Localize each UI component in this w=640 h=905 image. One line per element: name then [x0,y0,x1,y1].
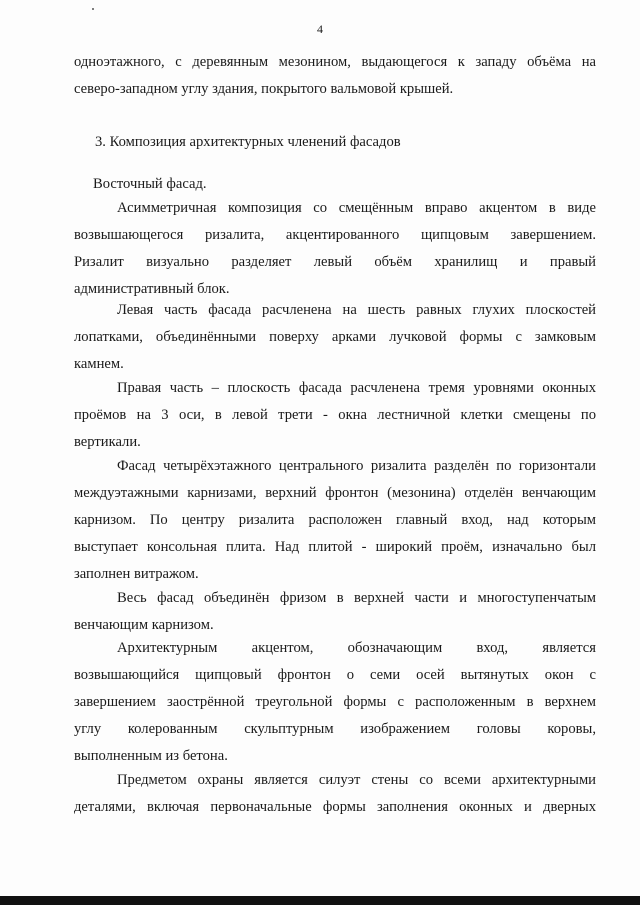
text-line: Ризалит визуально разделяет левый объём хранилищ и правый [74,254,596,270]
section-heading: 3. Композиция архитектурных членений фасадов [95,134,401,150]
text-line: лопатками, объединёнными поверху арками лучковой формы с замковым [74,329,596,345]
text-line: междуэтажными карнизами, верхний фронтон (мезонина) отделён венчающим [74,485,596,501]
text-line: Левая часть фасада расчленена на шесть равных глухих плоскостей [117,302,596,318]
text-line: заполнен витражом. [74,566,199,582]
scan-speck [92,8,94,10]
text-line: деталями, включая первоначальные формы заполнения оконных и дверных [74,799,596,815]
text-line: вертикали. [74,434,141,450]
text-line: возвышающийся щипцовый фронтон о семи осей вытянутых окон с [74,667,596,683]
text-line: углу колерованным скульптурным изображением головы коровы, [74,721,596,737]
text-line: карнизом. По центру ризалита расположен главный вход, над которым [74,512,596,528]
subsection-heading: Восточный фасад. [93,176,207,192]
text-line: административный блок. [74,281,230,297]
page-number: 4 [317,22,323,36]
text-line: Правая часть – плоскость фасада расчленена тремя уровнями оконных [117,380,596,396]
text-line: Весь фасад объединён фризом в верхней части и многоступенчатым [117,590,596,606]
text-line: венчающим карнизом. [74,617,214,633]
text-line: Предметом охраны является силуэт стены со всеми архитектурными [117,772,596,788]
text-line: проёмов на 3 оси, в левой трети - окна лестничной клетки смещены по [74,407,596,423]
text-line: Фасад четырёхэтажного центрального ризалита разделён по горизонтали [117,458,596,474]
text-line: выступает консольная плита. Над плитой - широкий проём, изначально был [74,539,596,555]
scan-bottom-edge [0,896,640,905]
text-line: одноэтажного, с деревянным мезонином, выдающегося к западу объёма на [74,54,596,70]
text-line: завершением заострённой треугольной формы с расположенным в верхнем [74,694,596,710]
text-line: Асимметричная композиция со смещённым вправо акцентом в виде [117,200,596,216]
text-line: камнем. [74,356,124,372]
text-line: выполненным из бетона. [74,748,228,764]
text-line: возвышающегося ризалита, акцентированного щипцовым завершением. [74,227,596,243]
text-line: Архитектурным акцентом, обозначающим вход, является [117,640,596,656]
text-line: северо-западном углу здания, покрытого вальмовой крышей. [74,81,454,97]
